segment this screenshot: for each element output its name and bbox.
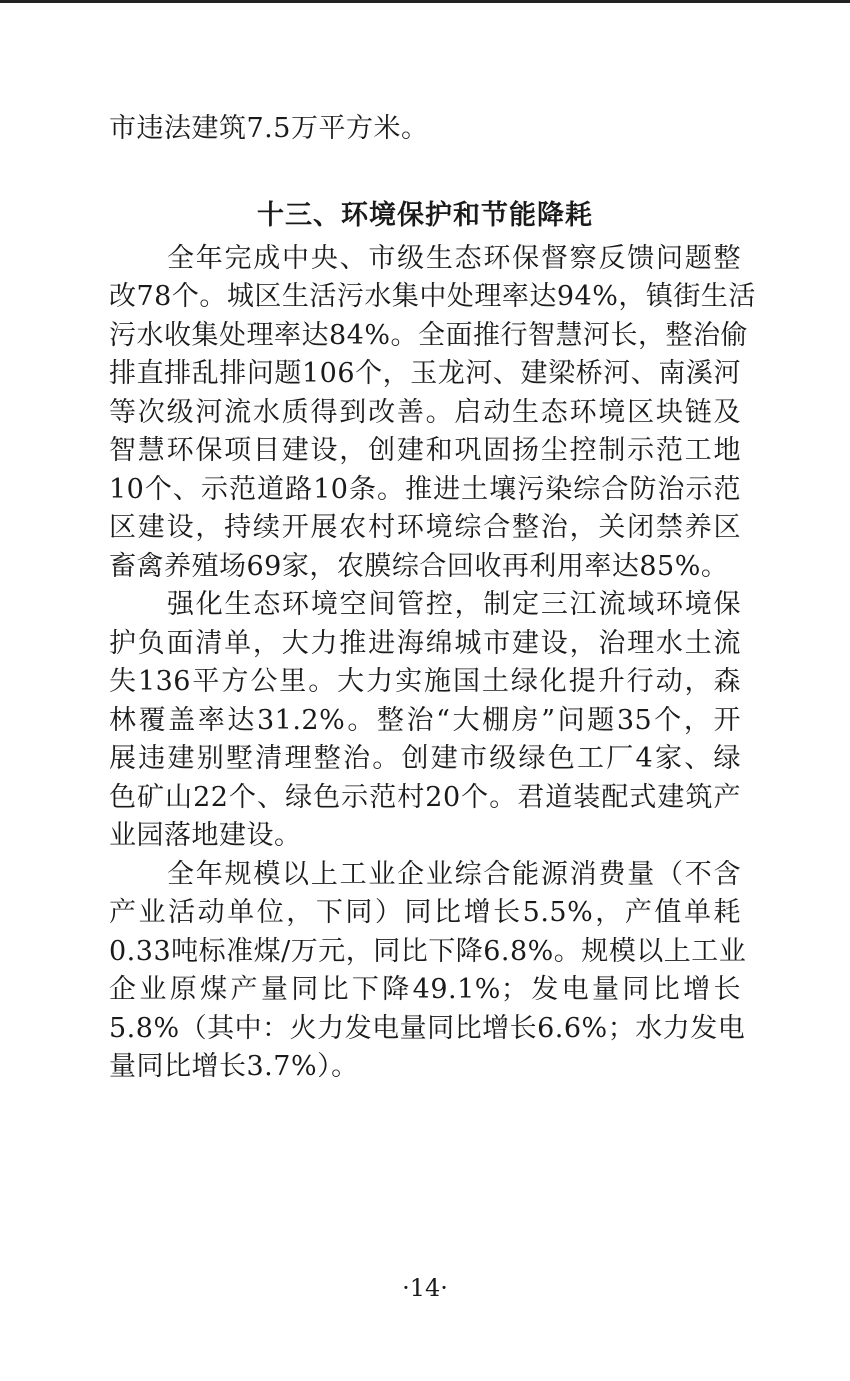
paragraph-line: 全年规模以上工业企业综合能源消费量（不含 bbox=[167, 858, 741, 890]
lead-line: 市违法建筑7.5万平方米。 bbox=[109, 113, 429, 144]
paragraph-line: 护负面清单，大力推进海绵城市建设，治理水土流 bbox=[109, 627, 741, 659]
paragraph-line: 等次级河流水质得到改善。启动生态环境区块链及 bbox=[109, 396, 741, 428]
paragraph-line: 10个、示范道路10条。推进土壤污染综合防治示范 bbox=[109, 473, 741, 505]
paragraph-line: 区建设，持续开展农村环境综合整治，关闭禁养区 bbox=[109, 512, 741, 543]
document-page bbox=[109, 110, 756, 1087]
paragraph-line: 业园落地建设。 bbox=[109, 820, 302, 851]
paragraph-line: 畜禽养殖场69家，农膜综合回收再利用率达85%。 bbox=[109, 550, 729, 582]
paragraph-line: 企业原煤产量同比下降49.1%；发电量同比增长 bbox=[109, 974, 741, 1005]
paragraph-line: 强化生态环境空间管控，制定三江流域环境保 bbox=[167, 589, 741, 620]
paragraph-line: 林覆盖率达31.2%。整治“大棚房”问题35个，开 bbox=[109, 704, 741, 736]
paragraph-2 bbox=[109, 586, 741, 856]
paragraph-line: 展违建别墅清理整治。创建市级绿色工厂4家、绿 bbox=[109, 743, 741, 774]
paragraph-line: 排直排乱排问题106个，玉龙河、建梁桥河、南溪河 bbox=[109, 358, 741, 389]
paragraph-3 bbox=[109, 856, 747, 1087]
paragraph-line: 改78个。城区生活污水集中处理率达94%，镇街生活 bbox=[109, 281, 756, 312]
paragraph-line: 智慧环保项目建设，创建和巩固扬尘控制示范工地 bbox=[109, 435, 741, 466]
paragraph-line: 产业活动单位，下同）同比增长5.5%，产值单耗 bbox=[109, 897, 741, 928]
paragraph-line: 失136平方公里。大力实施国土绿化提升行动，森 bbox=[109, 666, 741, 697]
page-number: ·14· bbox=[402, 1274, 448, 1302]
paragraph-line: 色矿山22个、绿色示范村20个。君道装配式建筑产 bbox=[109, 781, 741, 813]
section-heading: 十三、环境保护和节能降耗 bbox=[257, 199, 593, 231]
top-border-rule bbox=[0, 0, 850, 3]
paragraph-line: 0.33吨标准煤/万元，同比下降6.8%。规模以上工业 bbox=[109, 935, 747, 967]
paragraph-line: 污水收集处理率达84%。全面推行智慧河长，整治偷 bbox=[109, 319, 749, 351]
paragraph-line: 5.8%（其中：火力发电量同比增长6.6%；水力发电 bbox=[109, 1012, 746, 1044]
paragraph-1 bbox=[109, 240, 756, 587]
paragraph-line: 量同比增长3.7%）。 bbox=[109, 1051, 359, 1082]
paragraph-line: 全年完成中央、市级生态环保督察反馈问题整 bbox=[167, 242, 741, 274]
